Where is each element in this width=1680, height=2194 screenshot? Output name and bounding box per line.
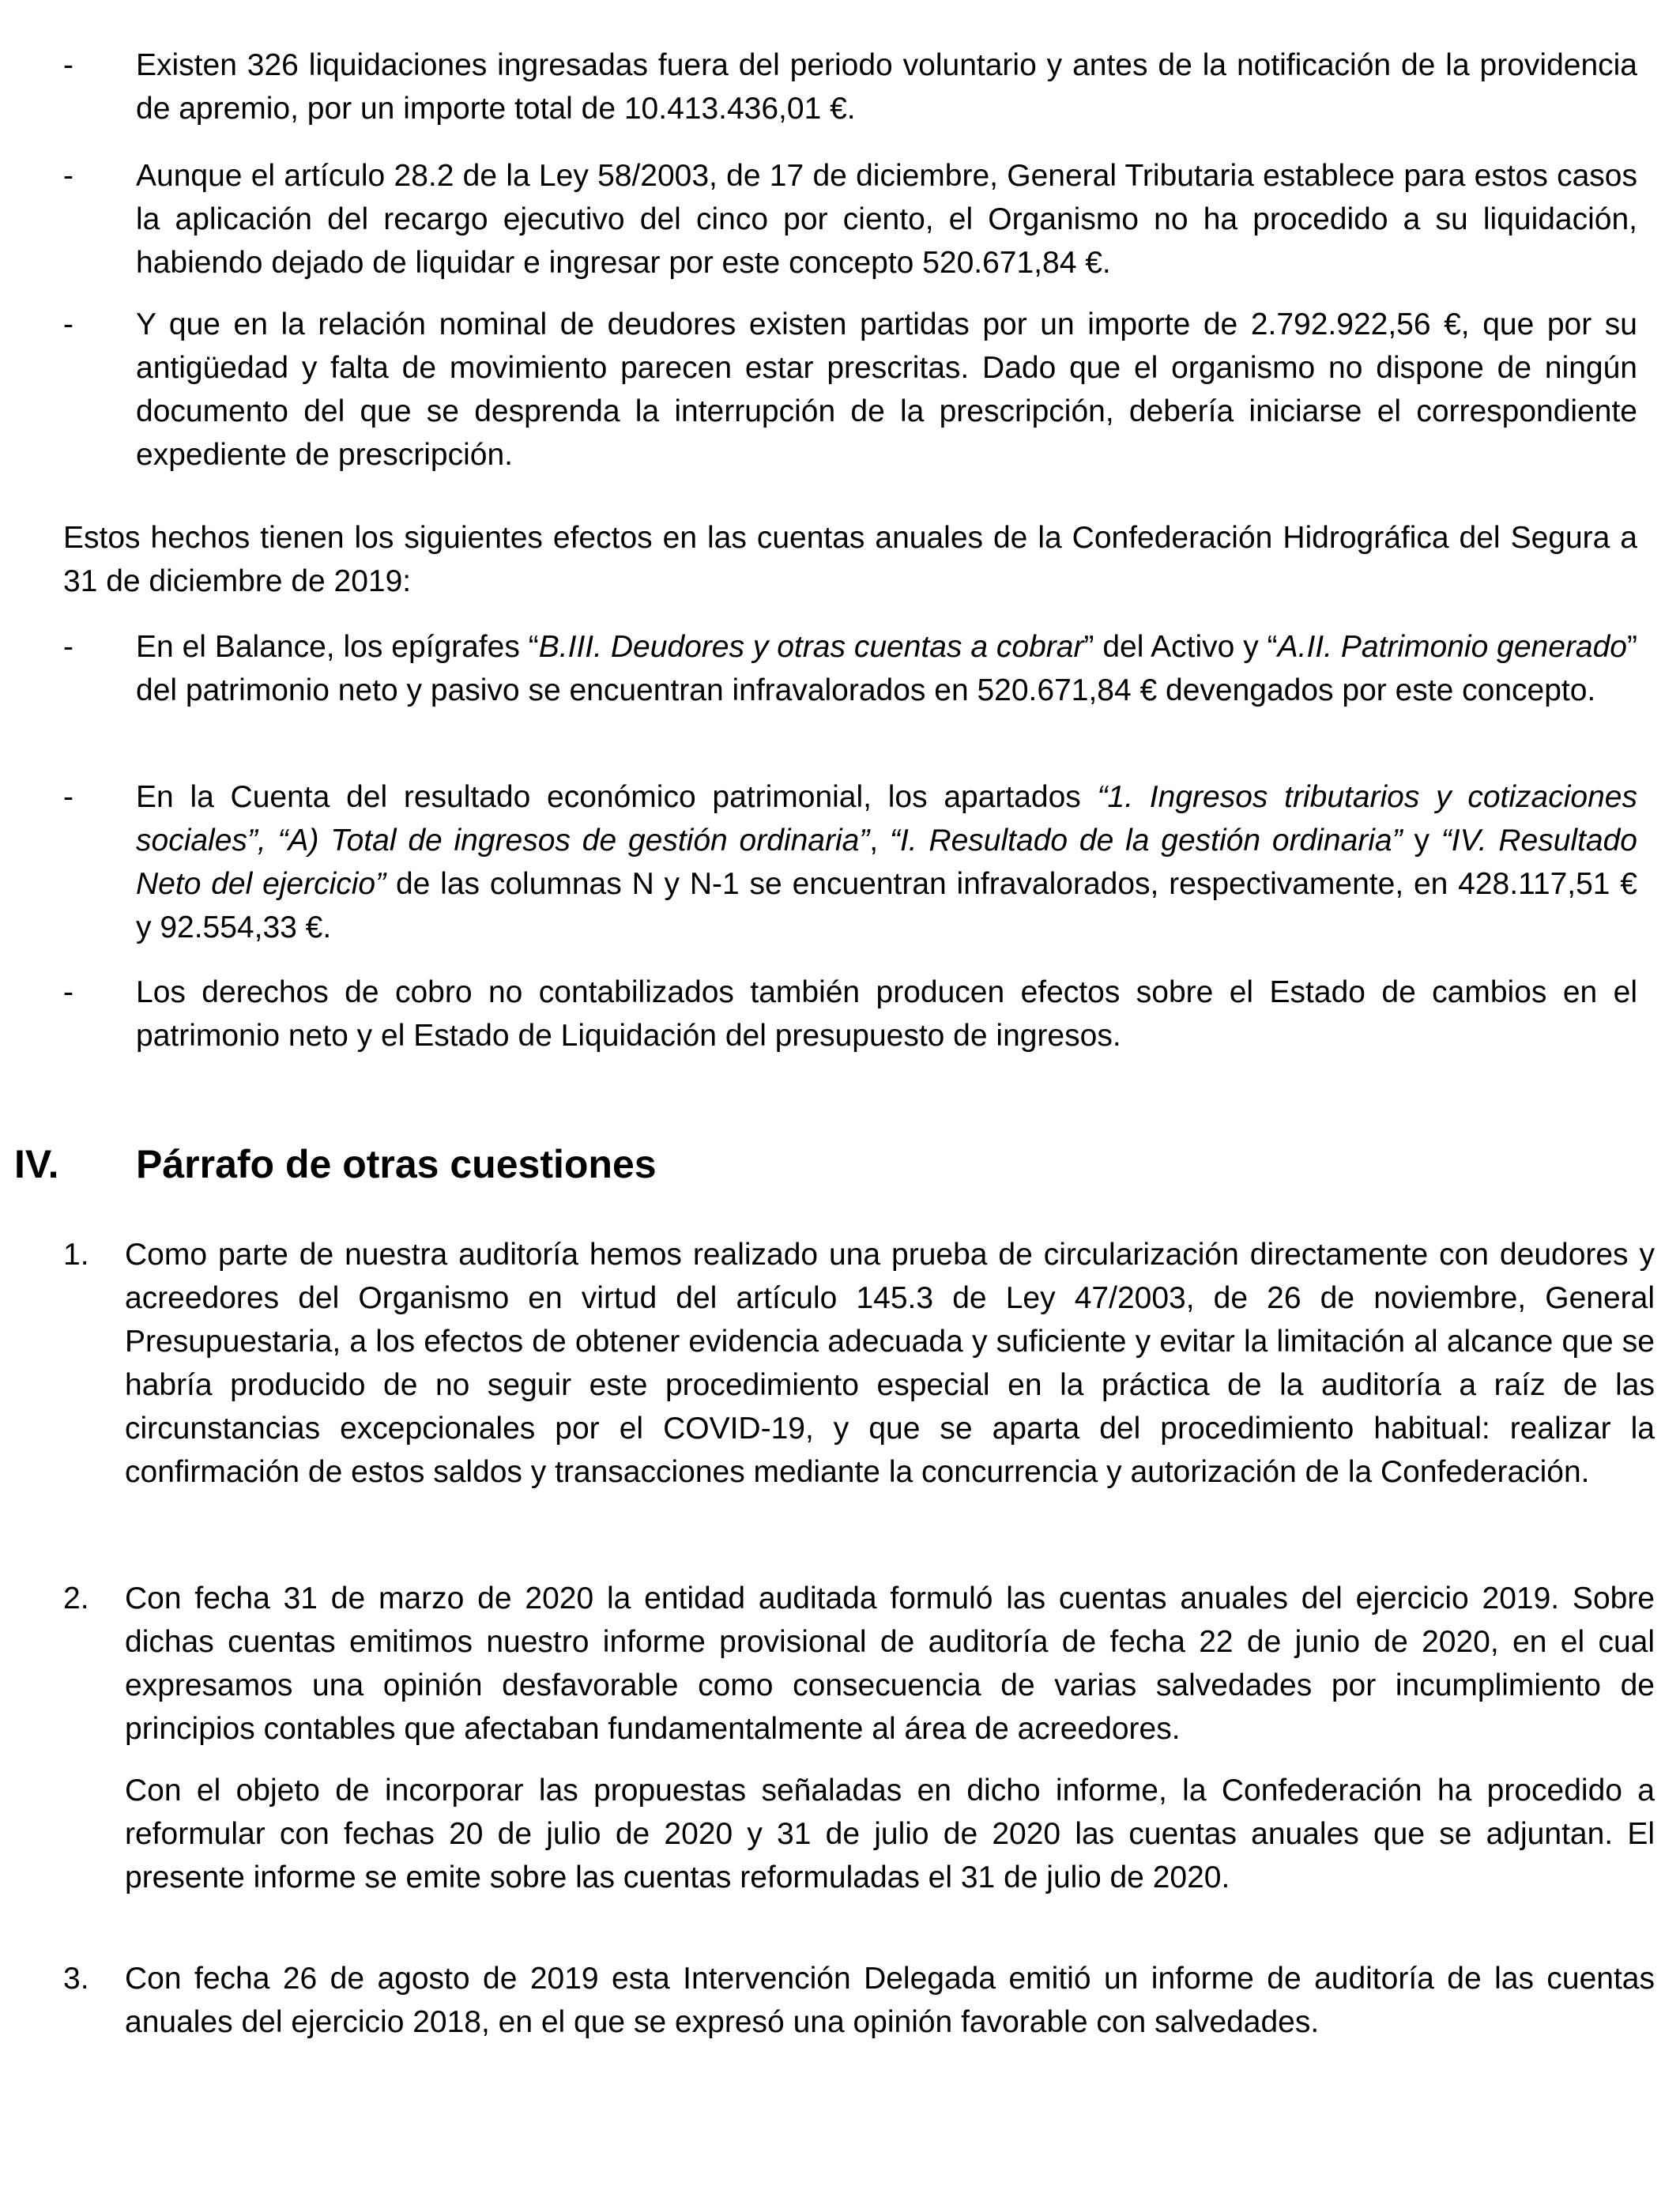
effect-text: Los derechos de cobro no contabilizados también producen efectos sobre el Estado de cambios en el patrimonio neto y el Estado de Liquidación del presupuesto de ingresos.: [136, 975, 1637, 1053]
numbered-continuation-text: Con el objeto de incorporar las propuestas señaladas en dicho informe, la Confederación ha procedido a reformular con fechas 20 de julio de 2020 y 31 de julio de 2020 las cuentas anuales que se adjuntan. El presente informe se emite sobre las cuentas reformuladas el 31 de julio de 2020.: [125, 1774, 1655, 1894]
bullet-marker: -: [63, 307, 73, 341]
numbered-text: Como parte de nuestra auditoría hemos realizado una prueba de circularización directamente con deudores y acreedores del Organismo en virtud del artículo 145.3 de Ley 47/2003, de 26 de noviembre, General Presupuestaria, a los efectos de obtener evidencia adecuada y suficiente y evitar la limitación al alcance que se habría producido de no seguir este procedimiento especial en la práctica de la auditoría a raíz de las circunstancias excepcionales por el COVID-19, y que se aparta del procedimiento habitual: realizar la confirmación de estos saldos y transacciones mediante la concurrencia y autorización de la Confederación.: [125, 1238, 1655, 1489]
bullet-text: Aunque el artículo 28.2 de la Ley 58/2003, de 17 de diciembre, General Tributaria establece para estos casos la aplicación del recargo ejecutivo del cinco por ciento, el Organismo no ha procedido a su liquidación, habiendo dejado de liquidar e ingresar por este concepto 520.671,84 €.: [136, 159, 1637, 280]
bullet-text: Y que en la relación nominal de deudores existen partidas por un importe de 2.792.922,56 €, que por su antigüedad y falta de movimiento parecen estar prescritas. Dado que el organismo no dispone de ningún documento del que se desprenda la interrupción de la prescripción, debería iniciarse el correspondiente expediente de prescripción.: [136, 307, 1637, 472]
bullet-text: Existen 326 liquidaciones ingresadas fuera del periodo voluntario y antes de la notificación de la providencia de apremio, por un importe total de 10.413.436,01 €.: [136, 48, 1637, 126]
bullet-marker: -: [63, 975, 73, 1009]
section-title: Párrafo de otras cuestiones: [136, 1142, 657, 1186]
numbered-marker: 3.: [63, 1962, 89, 1996]
bullet-marker: -: [63, 48, 73, 82]
bullet-marker: -: [63, 159, 73, 193]
effect-text: En el Balance, los epígrafes “B.III. Deudores y otras cuentas a cobrar” del Activo y “A.II. Patrimonio generado” del patrimonio neto y pasivo se encuentran infravalorados en 520.671,84 € devengados por este concepto.: [136, 630, 1637, 707]
numbered-text: Con fecha 26 de agosto de 2019 esta Intervención Delegada emitió un informe de auditoría de las cuentas anuales del ejercicio 2018, en el que se expresó una opinión favorable con salvedades.: [125, 1962, 1655, 2039]
effect-text: En la Cuenta del resultado económico patrimonial, los apartados “1. Ingresos tributarios y cotizaciones sociales”, “A) Total de ingresos de gestión ordinaria”, “I. Resultado de la gestión ordinaria” y “IV. Resultado Neto del ejercicio” de las columnas N y N-1 se encuentran infravalorados, respectivamente, en 428.117,51 € y 92.554,33 €.: [136, 780, 1637, 944]
bullet-marker: -: [63, 630, 73, 664]
effects-intro-paragraph: Estos hechos tienen los siguientes efectos en las cuentas anuales de la Confederación Hidrográfica del Segura a 31 de diciembre de 2019:: [63, 521, 1637, 598]
bullet-marker: -: [63, 780, 73, 814]
numbered-marker: 1.: [63, 1238, 89, 1272]
numbered-marker: 2.: [63, 1581, 89, 1615]
section-number: IV.: [14, 1142, 59, 1186]
numbered-text: Con fecha 31 de marzo de 2020 la entidad auditada formuló las cuentas anuales del ejercicio 2019. Sobre dichas cuentas emitimos nuestro informe provisional de auditoría de fecha 22 de junio de 2020, en el cual expresamos una opinión desfavorable como consecuencia de varias salvedades por incumplimiento de principios contables que afectaban fundamentalmente al área de acreedores.: [125, 1581, 1655, 1746]
